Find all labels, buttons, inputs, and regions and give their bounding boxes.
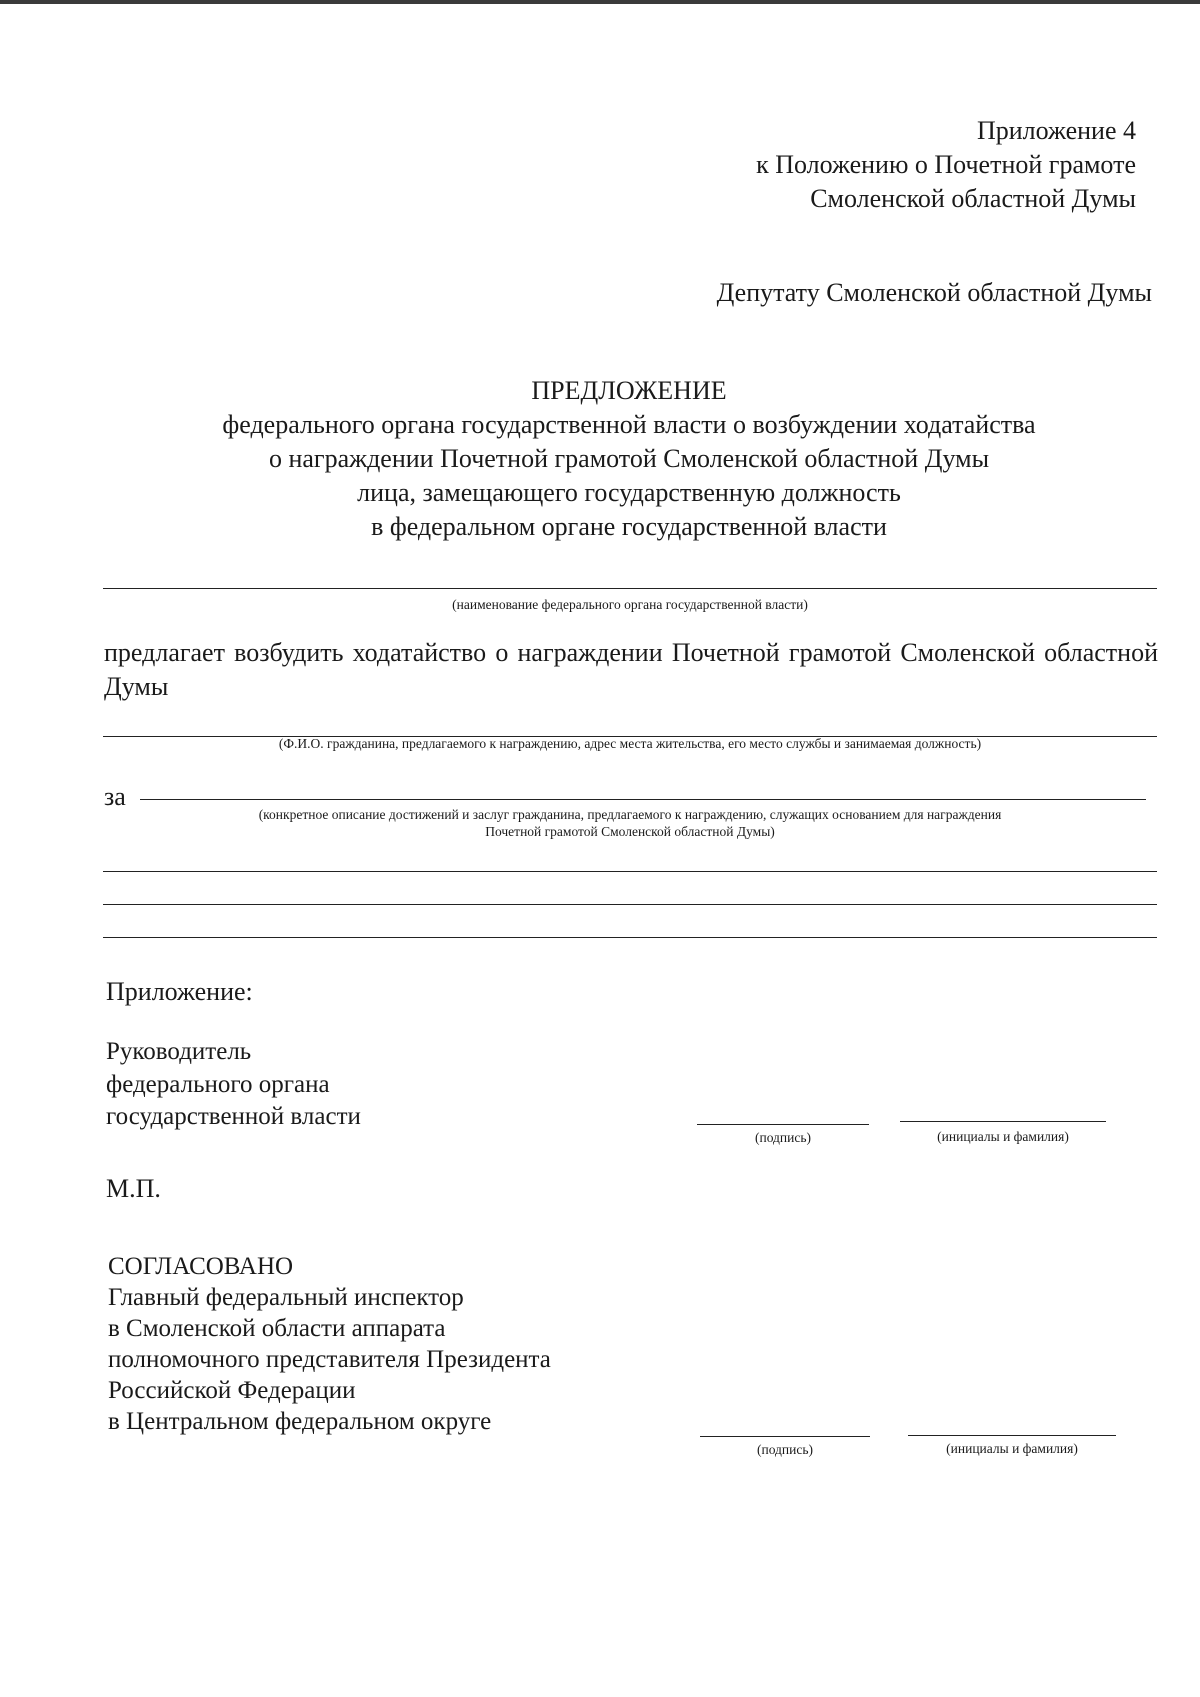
title-line-3: лица, замещающего государственную должность	[357, 478, 901, 507]
approval-line-5: в Центральном федеральном округе	[108, 1408, 492, 1435]
head-initials-caption: (инициалы и фамилия)	[937, 1129, 1069, 1144]
merits-line	[140, 799, 1146, 800]
head-signature-caption: (подпись)	[754, 1130, 812, 1145]
scan-edge	[0, 0, 1200, 4]
approval-line-2: в Смоленской области аппарата	[108, 1315, 446, 1342]
head-signature-line	[697, 1124, 869, 1125]
seal-label: М.П.	[106, 1174, 161, 1203]
approval-line-1: Главный федеральный инспектор	[108, 1284, 464, 1311]
merits-caption-line-1: (конкретное описание достижений и заслуг гражданина, предлагаемого к награждению, служащих основанием для награждения	[258, 807, 1002, 822]
merits-extra-line	[103, 871, 1157, 872]
approval-initials-caption: (инициалы и фамилия)	[946, 1441, 1078, 1456]
title-line-1: федерального органа государственной власти о возбуждении ходатайства	[222, 410, 1036, 439]
head-title-line-2: федерального органа	[106, 1070, 330, 1098]
head-title-line-1: Руководитель	[106, 1038, 252, 1065]
approval-signature-caption: (подпись)	[756, 1442, 814, 1457]
title-line-4: в федеральном органе государственной власти	[371, 512, 887, 541]
merits-extra-line	[103, 937, 1157, 938]
merits-caption-line-2: Почетной грамотой Смоленской областной Думы)	[485, 824, 775, 839]
appendix-header	[600, 114, 1136, 216]
organ-name-caption: (наименование федерального органа государственной власти)	[452, 597, 808, 612]
head-title	[106, 1036, 361, 1134]
appendix-number: Приложение 4	[976, 116, 1136, 145]
duma-name: Смоленской областной Думы	[810, 184, 1136, 213]
title-main: ПРЕДЛОЖЕНИЕ	[531, 376, 727, 405]
attachment-label: Приложение:	[106, 977, 253, 1006]
merits-caption	[100, 806, 1160, 840]
approval-block	[108, 1251, 551, 1437]
addressee: Депутату Смоленской областной Думы	[716, 278, 1152, 307]
regulation-reference: к Положению о Почетной грамоте	[756, 150, 1136, 179]
approval-initials-line	[908, 1435, 1116, 1436]
organ-name-line	[103, 588, 1157, 589]
for-label: за	[104, 782, 126, 811]
person-info-caption: (Ф.И.О. гражданина, предлагаемого к награждению, адрес места жительства, его место службы и занимаемая должность)	[278, 736, 982, 751]
head-title-line-3: государственной власти	[106, 1103, 361, 1130]
merits-extra-line	[103, 904, 1157, 905]
approval-line-3: полномочного представителя Президента	[108, 1346, 551, 1373]
approval-signature-line	[700, 1436, 870, 1437]
head-initials-line	[900, 1121, 1106, 1122]
document-title	[100, 374, 1158, 544]
approval-line-4: Российской Федерации	[108, 1377, 356, 1404]
proposal-text: предлагает возбудить ходатайство о награждении Почетной грамотой Смоленской областной Думы	[104, 638, 1158, 701]
title-line-2: о награждении Почетной грамотой Смоленской областной Думы	[268, 444, 990, 473]
approval-heading: СОГЛАСОВАНО	[108, 1253, 294, 1280]
